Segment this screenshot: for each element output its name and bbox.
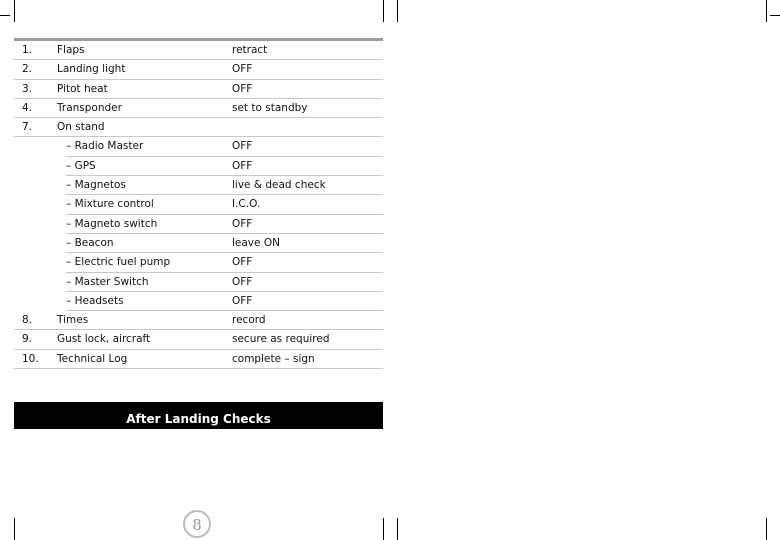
row-value: set to standby (232, 101, 308, 114)
checklist-subrow (66, 176, 383, 195)
crop-mark (383, 518, 384, 540)
crop-mark (770, 15, 780, 16)
row-number: 10. (22, 352, 39, 365)
row-item: Flaps (57, 44, 85, 56)
row-item: On stand (57, 121, 105, 134)
row-item: Transponder (57, 101, 122, 114)
checklist-row (14, 330, 383, 349)
crop-mark (383, 0, 384, 22)
row-item: Pitot heat (57, 82, 108, 95)
checklist-subrow (66, 157, 383, 176)
checklist-row (14, 118, 383, 137)
checklist-subrow (66, 215, 383, 234)
row-value: retract (232, 44, 268, 56)
row-number: 2. (22, 63, 33, 76)
row-value: record (232, 314, 266, 327)
checklist-row (14, 60, 383, 79)
row-value: live & dead check (232, 179, 326, 192)
row-value: OFF (232, 140, 253, 153)
crop-mark (0, 15, 10, 16)
checklist-subrow (66, 273, 383, 292)
page-number: 8 (183, 510, 211, 538)
row-value: leave ON (232, 236, 280, 249)
row-item: Technical Log (57, 352, 128, 365)
row-value: complete – sign (232, 352, 315, 365)
checklist-subrow (66, 195, 383, 214)
row-item: Times (57, 314, 89, 327)
checklist-row (14, 99, 383, 118)
row-item: – Master Switch (66, 275, 149, 288)
checklist-subrow (66, 253, 383, 272)
row-value: OFF (232, 82, 253, 95)
crop-mark (766, 0, 767, 22)
row-number: 8. (22, 314, 33, 327)
section-header: After Landing Checks (14, 402, 383, 429)
row-item: Landing light (57, 63, 126, 76)
row-value: I.C.O. (232, 198, 261, 211)
row-value: secure as required (232, 333, 330, 346)
crop-mark (397, 0, 398, 22)
row-number: 7. (22, 121, 33, 134)
checklist-row (14, 350, 383, 369)
row-item: – Mixture control (66, 198, 154, 211)
checklist-subrow (66, 137, 383, 156)
crop-mark (14, 518, 15, 540)
row-item: – GPS (66, 159, 96, 172)
row-number: 3. (22, 82, 33, 95)
row-item: – Magnetos (66, 179, 126, 192)
row-value: OFF (232, 63, 253, 76)
checklist-subrow (66, 234, 383, 253)
row-value: OFF (232, 159, 253, 172)
row-value: OFF (232, 256, 253, 269)
row-item: Gust lock, aircraft (57, 333, 151, 346)
row-value: OFF (232, 217, 253, 230)
row-value: OFF (232, 275, 253, 288)
row-value: OFF (232, 294, 253, 307)
row-number: 9. (22, 333, 33, 346)
crop-mark (397, 518, 398, 540)
row-item: – Magneto switch (66, 217, 158, 230)
checklist-row (14, 80, 383, 99)
row-number: 4. (22, 101, 33, 114)
shutdown-checklist (14, 38, 383, 369)
crop-mark (766, 518, 767, 540)
checklist-subrow (66, 292, 383, 311)
row-number: 1. (22, 44, 33, 56)
checklist-row (14, 41, 383, 60)
row-item: – Electric fuel pump (66, 256, 171, 269)
row-item: – Radio Master (66, 140, 144, 153)
row-item: – Beacon (66, 236, 114, 249)
row-item: – Headsets (66, 294, 124, 307)
checklist-row (14, 311, 383, 330)
crop-mark (14, 0, 15, 22)
